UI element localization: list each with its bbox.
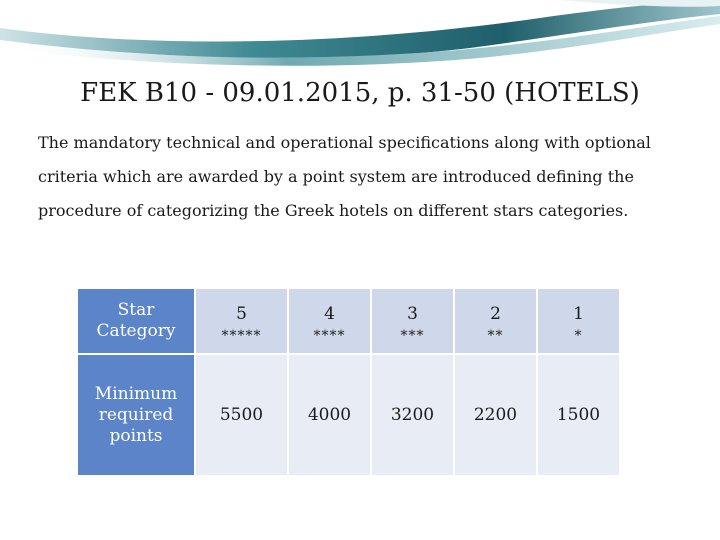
- points-value: 1500: [556, 405, 601, 425]
- points-value: 4000: [307, 405, 352, 425]
- row-header-star-category: Star Category: [77, 288, 195, 354]
- category-cell: [288, 288, 371, 354]
- category-number: 4: [324, 304, 335, 324]
- points-cell: [537, 354, 620, 476]
- category-stars: **: [487, 328, 504, 344]
- category-stars: *****: [221, 328, 262, 344]
- points-value: 2200: [473, 405, 518, 425]
- decorative-swoosh: [0, 0, 720, 70]
- table-row: [77, 354, 620, 476]
- points-value: 5500: [219, 405, 264, 425]
- category-number: 3: [407, 304, 418, 324]
- category-stars: *: [574, 328, 583, 344]
- category-number: 2: [490, 304, 501, 324]
- points-cell: [454, 354, 537, 476]
- points-cell: [195, 354, 288, 476]
- category-stars: ***: [400, 328, 425, 344]
- slide-title: FEK B10 - 09.01.2015, p. 31-50 (HOTELS): [80, 78, 640, 108]
- category-cell: [195, 288, 288, 354]
- points-cell: [371, 354, 454, 476]
- slide-body-text: The mandatory technical and operational specifications along with optional criteria which are awarded by a point system are introduced defining the procedure of categorizing the Greek hotels on different stars categories.: [38, 133, 651, 220]
- category-cell: [537, 288, 620, 354]
- points-value: 3200: [390, 405, 435, 425]
- category-cell: [371, 288, 454, 354]
- category-number: 5: [236, 304, 247, 324]
- points-cell: [288, 354, 371, 476]
- category-stars: ****: [313, 328, 346, 344]
- category-number: 1: [573, 304, 584, 324]
- table-row: [77, 288, 620, 354]
- row-header-minimum-points: Minimum required points: [77, 354, 195, 476]
- category-cell: [454, 288, 537, 354]
- star-category-table: [76, 287, 621, 477]
